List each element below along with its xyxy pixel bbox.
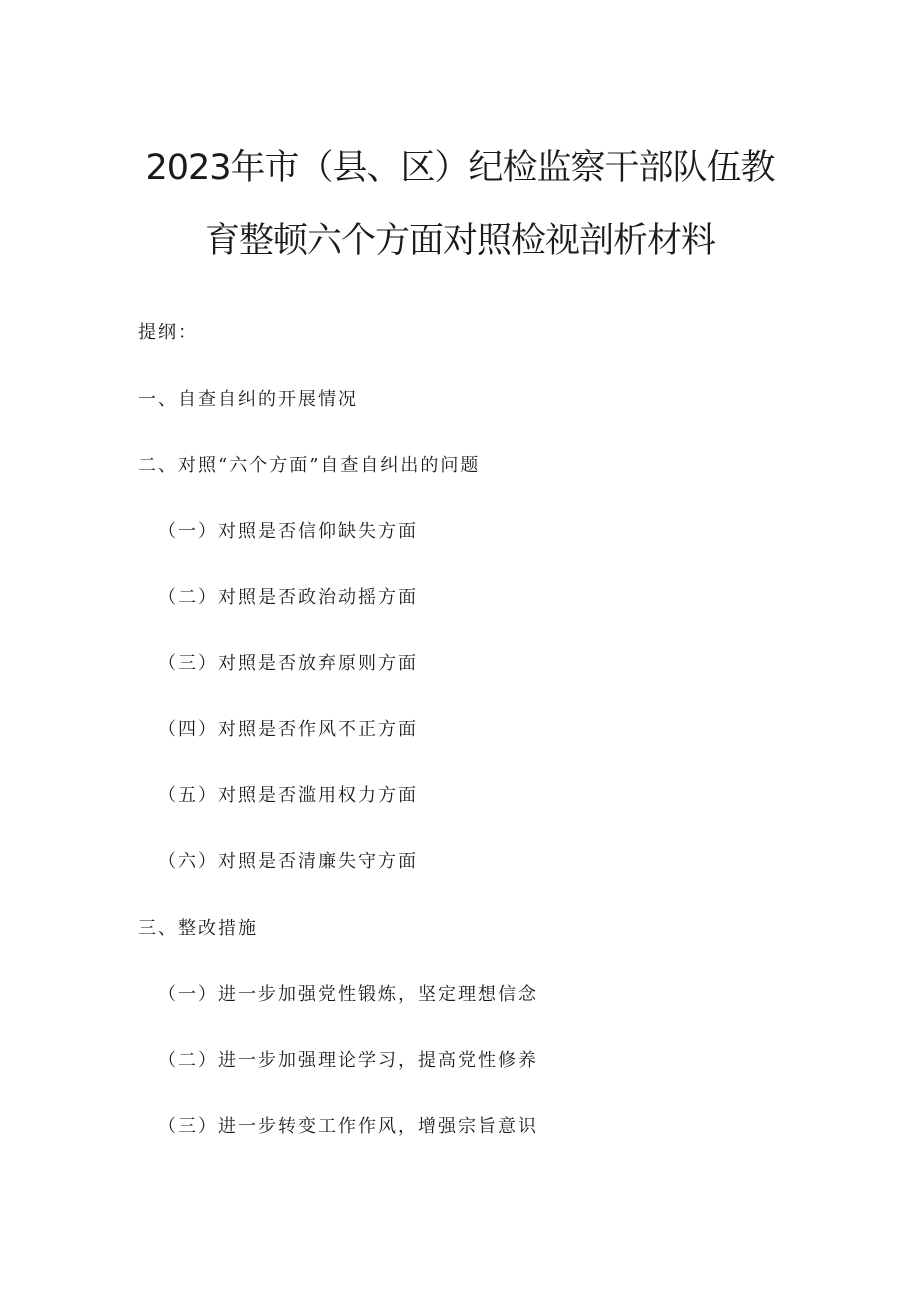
section-heading-1: 一、自查自纠的开展情况 [138,389,358,410]
outline-item: （五）对照是否滥用权力方面 [158,785,418,806]
outline-item: （二）对照是否政治动摇方面 [158,587,418,608]
outline-item: （一）对照是否信仰缺失方面 [158,521,418,542]
outline-item: （一）进一步加强党性锻炼，坚定理想信念 [158,984,538,1005]
section-heading-3: 三、整改措施 [138,918,258,939]
outline-item: （二）进一步加强理论学习，提高党性修养 [158,1050,538,1071]
document-title-line-2: 育整顿六个方面对照检视剖析材料 [204,221,715,261]
section-heading-2: 二、对照“六个方面”自查自纠出的问题 [138,455,481,476]
outline-label: 提纲： [138,322,198,343]
document-title-line-1: 2023年市（县、区）纪检监察干部队伍教 [145,148,775,188]
outline-item: （四）对照是否作风不正方面 [158,719,418,740]
outline-item: （三）对照是否放弃原则方面 [158,653,418,674]
outline-item: （三）进一步转变工作作风，增强宗旨意识 [158,1116,538,1137]
outline-item: （六）对照是否清廉失守方面 [158,851,418,872]
